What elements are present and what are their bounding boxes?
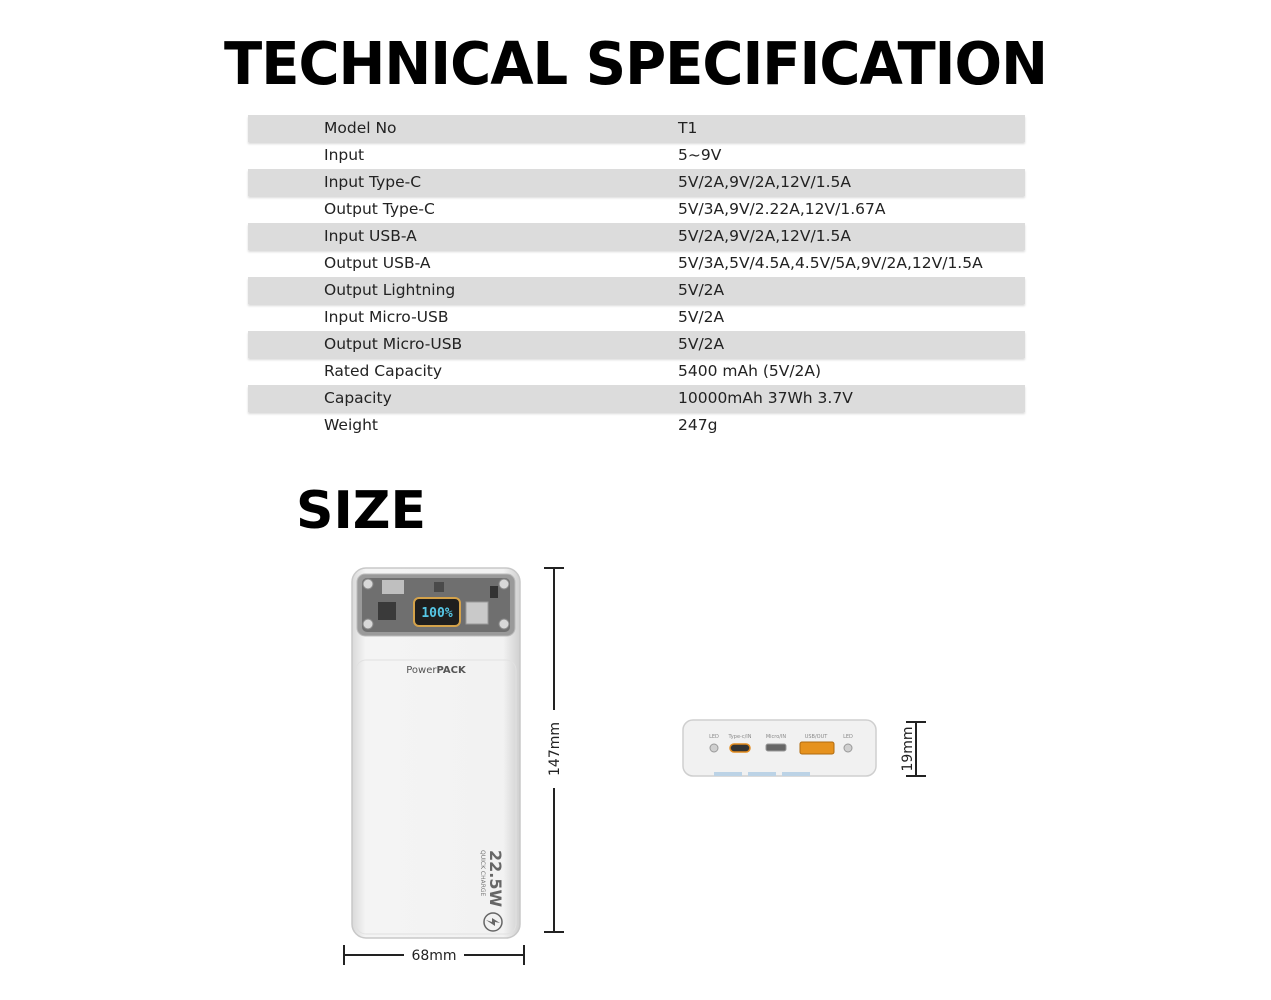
port-label: LED bbox=[843, 734, 853, 740]
spec-value: 10000mAh 37Wh 3.7V bbox=[678, 389, 853, 407]
table-row bbox=[248, 169, 1025, 196]
spec-value: 5V/2A bbox=[678, 335, 725, 353]
usb-a-port bbox=[800, 742, 834, 754]
spec-value: 5V/2A bbox=[678, 308, 725, 326]
spec-label: Model No bbox=[324, 119, 397, 137]
powerbank-side-figure bbox=[678, 712, 938, 792]
table-row bbox=[248, 142, 1025, 169]
depth-dimension: 19mm bbox=[900, 726, 916, 772]
spec-label: Rated Capacity bbox=[324, 362, 443, 380]
spec-label: Output Type-C bbox=[324, 200, 435, 218]
height-dimension: 147mm bbox=[547, 722, 563, 776]
table-row bbox=[248, 331, 1025, 358]
spec-value: 247g bbox=[678, 416, 718, 434]
table-row bbox=[248, 196, 1025, 223]
spec-value: 5~9V bbox=[678, 146, 722, 164]
page-title: TECHNICAL SPECIFICATION bbox=[224, 30, 1047, 99]
spec-value: 5V/3A,5V/4.5A,4.5V/5A,9V/2A,12V/1.5A bbox=[678, 254, 983, 272]
spec-label: Input Type-C bbox=[324, 173, 422, 191]
spec-label: Weight bbox=[324, 416, 379, 434]
spec-value: 5V/2A,9V/2A,12V/1.5A bbox=[678, 227, 851, 245]
spec-label: Capacity bbox=[324, 389, 392, 407]
table-row bbox=[248, 250, 1025, 277]
display-readout: 100% bbox=[421, 606, 453, 621]
port-label: LED bbox=[709, 734, 719, 740]
type-c-port bbox=[730, 744, 750, 752]
spec-value: T1 bbox=[678, 119, 698, 137]
wattage-label: 22.5W bbox=[486, 850, 505, 908]
spec-value: 5V/3A,9V/2.22A,12V/1.67A bbox=[678, 200, 886, 218]
spec-label: Input Micro-USB bbox=[324, 308, 449, 326]
spec-label: Output Lightning bbox=[324, 281, 456, 299]
table-row bbox=[248, 223, 1025, 250]
port-label: Micro/IN bbox=[765, 734, 787, 740]
micro-usb-port bbox=[766, 744, 786, 751]
spec-value: 5400 mAh (5V/2A) bbox=[678, 362, 822, 380]
spec-label: Output USB-A bbox=[324, 254, 431, 272]
port-label: Type-c/IN bbox=[728, 734, 752, 740]
spec-value: 5V/2A bbox=[678, 281, 725, 299]
led-indicator bbox=[844, 744, 852, 752]
spec-label: Input bbox=[324, 146, 365, 164]
spec-label: Input USB-A bbox=[324, 227, 417, 245]
table-row bbox=[248, 385, 1025, 412]
spec-value: 5V/2A,9V/2A,12V/1.5A bbox=[678, 173, 851, 191]
table-row bbox=[248, 277, 1025, 304]
led-indicator bbox=[710, 744, 718, 752]
powerbank-front-figure bbox=[330, 560, 580, 980]
port-label: USB/OUT bbox=[804, 734, 828, 740]
spec-label: Output Micro-USB bbox=[324, 335, 463, 353]
table-row bbox=[248, 115, 1025, 142]
spec-table bbox=[248, 115, 1025, 439]
quick-charge-label: QUICK CHARGE bbox=[479, 850, 486, 897]
table-row bbox=[248, 358, 1025, 385]
size-heading: SIZE bbox=[296, 481, 427, 541]
table-row bbox=[248, 412, 1025, 439]
table-row bbox=[248, 304, 1025, 331]
width-dimension: 68mm bbox=[411, 948, 457, 964]
brand-logo: PowerPACK bbox=[406, 665, 466, 676]
